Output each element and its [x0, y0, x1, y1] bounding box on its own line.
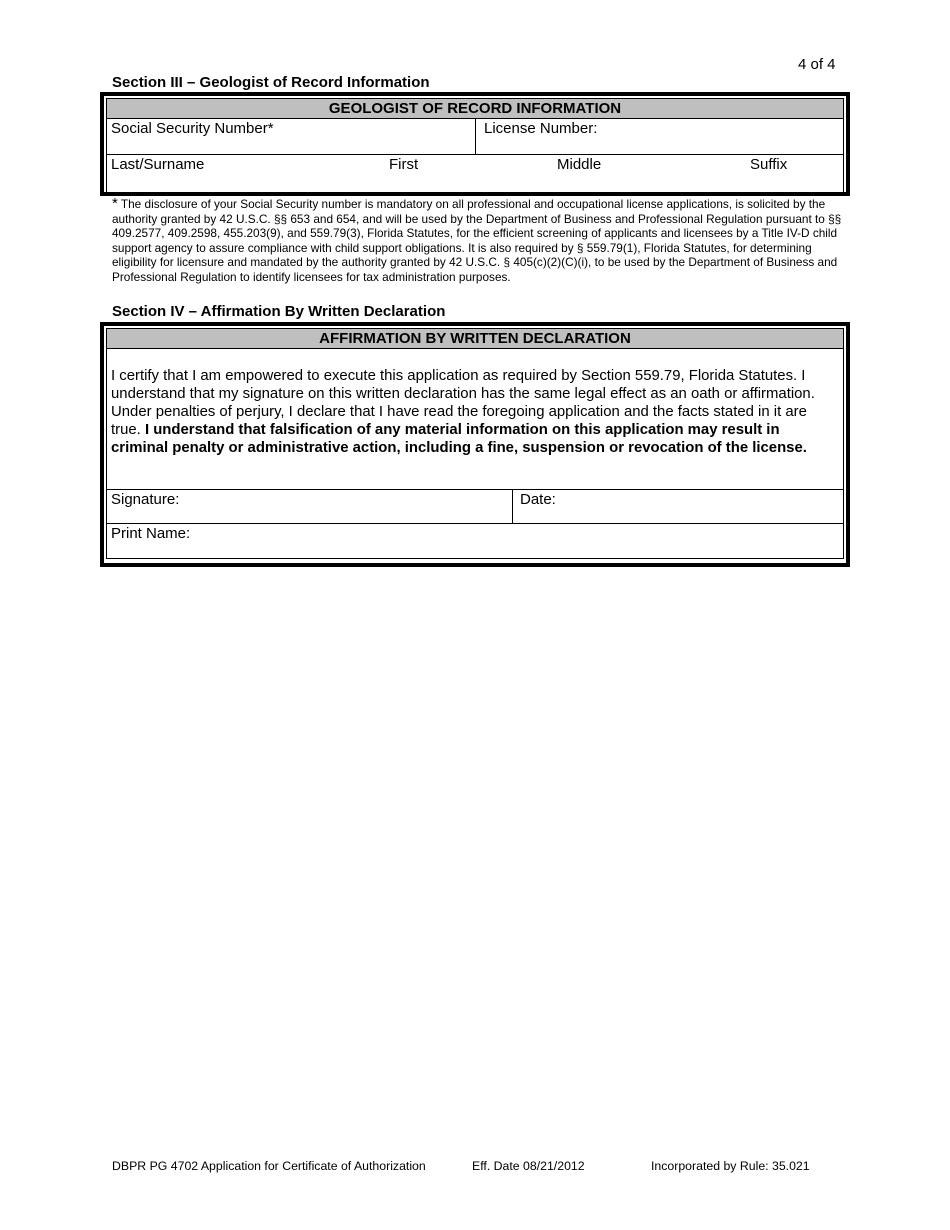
- ssn-field[interactable]: [107, 119, 475, 154]
- affirmation-table-title: AFFIRMATION BY WRITTEN DECLARATION: [107, 329, 843, 349]
- print-name-row: [107, 524, 843, 558]
- affirmation-bold-text: I understand that falsification of any material information on this application may result in criminal penalty or administrative action, including a fine, suspension or revocation of the license.: [111, 422, 807, 456]
- date-field[interactable]: [512, 490, 843, 523]
- first-name-label: First: [389, 156, 419, 173]
- affirmation-regular-text: I certify that I am empowered to execute this application as required by Section 559.79, Florida Statutes. I understand that my signature on this written declaration has the same legal effect as an oath or affirmation. Under penalties of perjury, I declare that I have read the foregoing application and the facts stated in it are true.: [111, 368, 815, 438]
- signature-date-row: [107, 490, 843, 524]
- geologist-table-title: GEOLOGIST OF RECORD INFORMATION: [107, 99, 843, 119]
- affirmation-statement: [107, 349, 843, 490]
- print-name-label: Print Name:: [111, 525, 191, 542]
- affirmation-table: [100, 322, 850, 567]
- signature-field[interactable]: [107, 490, 512, 523]
- suffix-label: Suffix: [750, 156, 788, 173]
- page-number: 4 of 4: [798, 56, 836, 73]
- print-name-field[interactable]: [107, 524, 843, 558]
- license-number-label: License Number:: [484, 120, 598, 137]
- section-3-heading: Section III – Geologist of Record Information: [112, 74, 430, 91]
- license-number-field[interactable]: [475, 119, 843, 154]
- footnote-text: The disclosure of your Social Security number is mandatory on all professional and occupational license applications, is solicited by the authority granted by 42 U.S.C. §§ 653 and 654, and will be used by the Department of Business and Professional Regulation pursuant to §§ 409.2577, 409.2598, 455.203(9), and 559.79(3), Florida Statutes, for the efficient screening of applicants and licensees by a Title IV-D child support agency to assure compliance with child support obligations. It is also required by § 559.79(1), Florida Statutes, for determining eligibility for licensure and mandated by the authority granted by 42 U.S.C. § 405(c)(2)(C)(i), to be used by the Department of Business and Professional Regulation to identify licensees for tax administration purposes.: [112, 197, 842, 284]
- middle-name-label: Middle: [557, 156, 602, 173]
- date-label: Date:: [520, 491, 556, 508]
- last-name-label: Last/Surname: [111, 156, 205, 173]
- signature-label: Signature:: [111, 491, 180, 508]
- ssn-label: Social Security Number*: [111, 120, 274, 137]
- ssn-disclosure-footnote: [112, 197, 842, 285]
- name-row[interactable]: [107, 155, 843, 193]
- footnote-star: *: [112, 195, 118, 212]
- section-4-heading: Section IV – Affirmation By Written Declaration: [112, 303, 446, 320]
- ssn-license-row: [107, 119, 843, 155]
- footer-effective-date: Eff. Date 08/21/2012: [472, 1159, 585, 1173]
- geologist-info-table: [100, 92, 850, 196]
- footer-rule: Incorporated by Rule: 35.021: [651, 1159, 810, 1173]
- footer-form-name: DBPR PG 4702 Application for Certificate of Authorization: [112, 1159, 426, 1173]
